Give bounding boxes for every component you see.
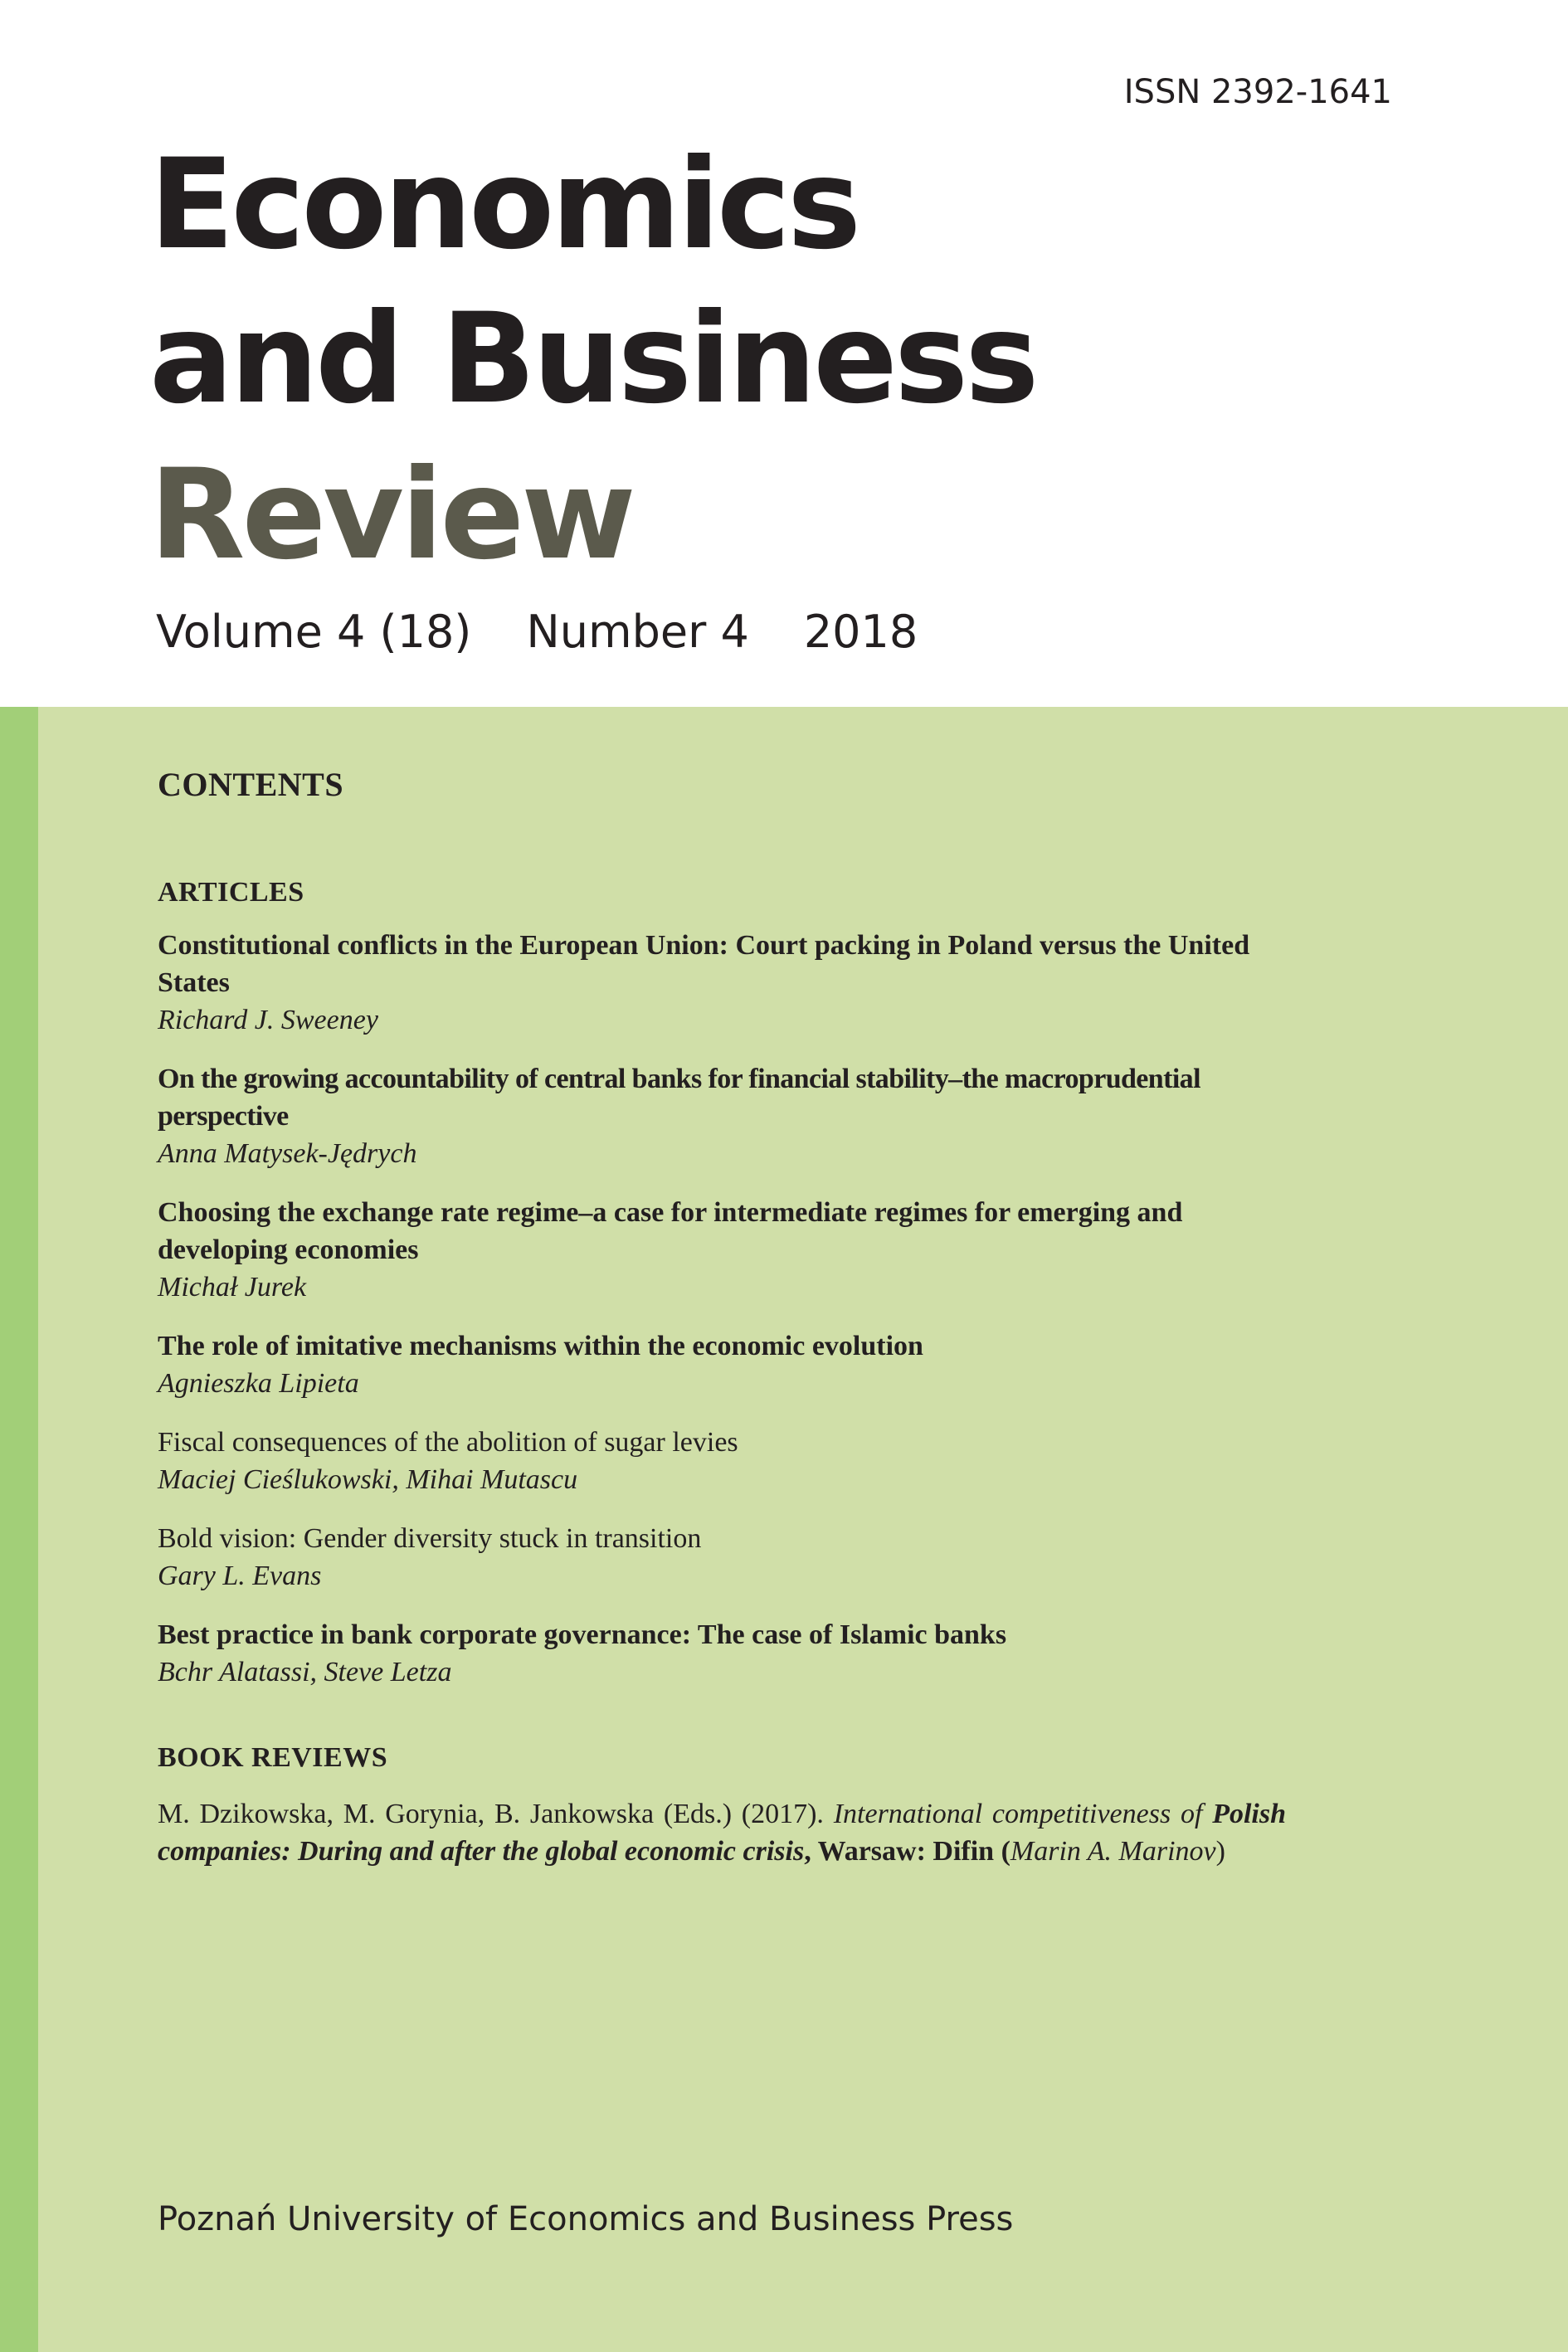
- article-item: [158, 1194, 1286, 1306]
- book-review-reviewer: Marin A. Marinov: [1010, 1836, 1216, 1867]
- article-item: [158, 1060, 1286, 1172]
- book-review-entry: [158, 1795, 1286, 1870]
- article-authors: Richard J. Sweeney: [158, 1005, 378, 1035]
- article-title: The role of imitative mechanisms within the economic evolution: [158, 1331, 923, 1361]
- article-authors: Bchr Alatassi, Steve Letza: [158, 1657, 452, 1687]
- journal-title-line-3: Review: [149, 443, 633, 587]
- article-authors: Michał Jurek: [158, 1272, 307, 1303]
- article-title: Bold vision: Gender diversity stuck in transition: [158, 1523, 702, 1554]
- article-title: On the growing accountability of central banks for financial stability–the macroprudential perspective: [158, 1064, 1200, 1132]
- journal-title-line-1: Economics: [149, 133, 859, 277]
- article-authors: Anna Matysek-Jędrych: [158, 1138, 417, 1169]
- articles-heading: ARTICLES: [158, 877, 304, 908]
- article-item: [158, 1327, 1286, 1402]
- book-review-publisher: , Warsaw: Difin (: [804, 1836, 1010, 1867]
- issue-volume: Volume 4 (18): [156, 606, 472, 658]
- article-list: [158, 927, 1286, 1691]
- publisher-name: Poznań University of Economics and Business Press: [158, 2200, 1014, 2238]
- book-reviews-heading: BOOK REVIEWS: [158, 1742, 388, 1773]
- issue-year: 2018: [803, 606, 918, 658]
- article-authors: Maciej Cieślukowski, Mihai Mutascu: [158, 1464, 578, 1495]
- journal-title-line-2: and Business: [149, 287, 1036, 431]
- article-item: [158, 1616, 1286, 1691]
- book-review-title-part-1: International competitiveness of: [833, 1799, 1203, 1829]
- article-authors: Gary L. Evans: [158, 1561, 322, 1591]
- book-review-title-part-2: Polish companies: During and after the global economic crisis: [158, 1799, 1286, 1867]
- book-review-closing: ): [1215, 1836, 1225, 1867]
- article-item: [158, 1520, 1286, 1595]
- contents-heading: CONTENTS: [158, 766, 344, 803]
- left-accent-bar: [0, 707, 38, 2352]
- article-title: Choosing the exchange rate regime–a case for intermediate regimes for emerging and developing economies: [158, 1197, 1183, 1265]
- contents-panel: [0, 707, 1568, 2352]
- article-item: [158, 927, 1286, 1039]
- book-review-editors: M. Dzikowska, M. Gorynia, B. Jankowska (Eds.) (2017).: [158, 1799, 824, 1829]
- issue-number: Number 4: [526, 606, 749, 658]
- issn: ISSN 2392-1641: [1123, 73, 1392, 111]
- article-title: Constitutional conflicts in the European Union: Court packing in Poland versus the United States: [158, 930, 1250, 998]
- article-title: Fiscal consequences of the abolition of sugar levies: [158, 1427, 738, 1458]
- article-item: [158, 1424, 1286, 1498]
- issue-info: [156, 606, 918, 658]
- article-authors: Agnieszka Lipieta: [158, 1368, 359, 1399]
- contents-block: [158, 765, 1286, 1870]
- article-title: Best practice in bank corporate governance: The case of Islamic banks: [158, 1619, 1007, 1650]
